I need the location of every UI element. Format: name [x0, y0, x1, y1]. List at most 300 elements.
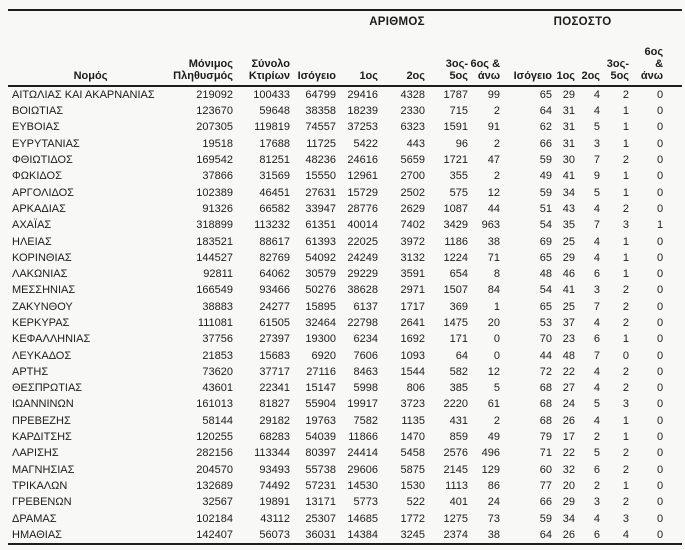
column-header-number-ground-floor: Ισόγειο — [297, 70, 336, 82]
cell-value: 1224 — [443, 251, 468, 264]
cell-value: 0 — [656, 365, 664, 378]
prefecture-name: ΑΧΑΪΑΣ — [12, 219, 52, 232]
cell-value: 0 — [656, 202, 664, 215]
cell-value: 2629 — [400, 202, 425, 215]
cell-value: 7402 — [400, 219, 425, 232]
cell-value: 3 — [622, 398, 630, 411]
table-row — [8, 282, 682, 298]
cell-value: 44 — [487, 202, 501, 215]
table-row — [8, 168, 682, 184]
cell-value: 55738 — [305, 463, 336, 476]
cell-value: 27 — [562, 382, 576, 395]
cell-value: 2 — [622, 496, 630, 509]
cell-value: 96 — [455, 137, 468, 150]
prefecture-name: ΕΥΡΥΤΑΝΙΑΣ — [12, 137, 80, 150]
cell-value: 1135 — [401, 414, 425, 427]
cell-value: 2 — [593, 431, 601, 444]
header-line: Σύνολο — [251, 58, 290, 70]
cell-value: 1 — [622, 431, 630, 444]
column-header-row — [8, 34, 682, 86]
cell-value: 1 — [622, 479, 630, 492]
cell-value: 14530 — [347, 479, 378, 492]
cell-value: 0 — [656, 137, 664, 150]
prefecture-name: ΘΕΣΠΡΩΤΙΑΣ — [12, 382, 83, 395]
cell-value: 27397 — [259, 333, 290, 346]
cell-value: 0 — [656, 300, 664, 313]
cell-value: 24 — [562, 398, 576, 411]
cell-value: 55904 — [305, 398, 336, 411]
cell-value: 1 — [656, 219, 664, 232]
cell-value: 49 — [539, 170, 553, 183]
cell-value: 6323 — [400, 121, 425, 134]
cell-value: 1 — [622, 137, 630, 150]
cell-value: 46 — [562, 268, 576, 281]
cell-value: 36031 — [305, 528, 336, 541]
cell-value: 3132 — [400, 251, 425, 264]
cell-value: 54092 — [305, 251, 336, 264]
cell-value: 2502 — [400, 186, 425, 199]
header-line: Κτιρίων — [248, 70, 290, 82]
table-row — [8, 103, 682, 119]
prefecture-name: ΙΩΑΝΝΙΝΩΝ — [12, 398, 74, 411]
cell-value: 4 — [593, 317, 601, 329]
cell-value: 120255 — [196, 431, 233, 444]
cell-value: 19763 — [305, 414, 336, 427]
cell-value: 38 — [487, 528, 501, 541]
prefecture-name: ΚΕΡΚΥΡΑΣ — [12, 317, 70, 329]
cell-value: 3245 — [400, 528, 425, 541]
cell-value: 88617 — [259, 235, 290, 248]
cell-value: 1275 — [443, 512, 468, 525]
cell-value: 318899 — [196, 219, 233, 232]
cell-value: 72 — [539, 365, 553, 378]
column-header-percent-1st-floor: 1ος — [556, 70, 576, 82]
cell-value: 183521 — [196, 235, 233, 248]
cell-value: 6 — [593, 333, 601, 346]
cell-value: 73620 — [202, 365, 233, 378]
cell-value: 48 — [539, 268, 553, 281]
prefecture-name: ΑΡΚΑΔΙΑΣ — [12, 202, 66, 215]
cell-value: 33947 — [305, 202, 336, 215]
column-header-percent-6th-and-up — [631, 34, 682, 86]
cell-value: 50276 — [305, 284, 336, 297]
cell-value: 66 — [539, 496, 553, 509]
cell-value: 6137 — [353, 300, 378, 313]
table-row — [8, 315, 682, 331]
cell-value: 0 — [656, 121, 664, 134]
cell-value: 0 — [656, 447, 664, 460]
cell-value: 15147 — [305, 382, 336, 395]
prefecture-name: ΠΡΕΒΕΖΗΣ — [12, 414, 71, 427]
header-line: 6ος & — [470, 58, 501, 70]
prefecture-name: ΜΕΣΣΗΝΙΑΣ — [12, 284, 76, 297]
table-row — [8, 364, 682, 380]
cell-value: 1692 — [400, 333, 425, 346]
table-row — [8, 396, 682, 412]
cell-value: 38358 — [305, 105, 336, 118]
cell-value: 25 — [562, 235, 576, 248]
cell-value: 3 — [593, 496, 601, 509]
cell-value: 963 — [481, 219, 501, 232]
cell-value: 1093 — [400, 349, 425, 362]
cell-value: 0 — [656, 512, 664, 525]
cell-value: 71 — [487, 251, 501, 264]
cell-value: 0 — [656, 414, 664, 427]
cell-value: 0 — [656, 463, 664, 476]
cell-value: 5422 — [353, 137, 378, 150]
prefecture-name: ΗΜΑΘΙΑΣ — [12, 528, 62, 541]
cell-value: 81251 — [259, 154, 290, 167]
cell-value: 59 — [539, 186, 553, 199]
cell-value: 1 — [493, 300, 501, 313]
cell-value: 2971 — [400, 284, 425, 297]
cell-value: 26 — [562, 528, 576, 541]
cell-value: 5875 — [400, 463, 425, 476]
cell-value: 4 — [593, 202, 601, 215]
cell-value: 522 — [406, 496, 425, 509]
cell-value: 2 — [622, 463, 630, 476]
table-row — [8, 119, 682, 135]
cell-value: 74492 — [259, 479, 290, 492]
cell-value: 49 — [487, 431, 501, 444]
table-row — [8, 510, 682, 526]
cell-value: 54 — [539, 219, 553, 232]
cell-value: 71 — [539, 447, 553, 460]
cell-value: 38 — [487, 235, 501, 248]
cell-value: 69 — [539, 235, 553, 248]
cell-value: 68 — [539, 414, 553, 427]
cell-value: 56073 — [259, 528, 290, 541]
cell-value: 2 — [622, 317, 630, 329]
cell-value: 6 — [593, 463, 601, 476]
table-row — [8, 331, 682, 347]
column-header-percent-ground-floor: Ισόγειο — [513, 70, 553, 82]
cell-value: 60 — [539, 463, 553, 476]
column-header-total-buildings — [235, 34, 292, 86]
cell-value: 0 — [656, 235, 664, 248]
cell-value: 2576 — [443, 447, 468, 460]
cell-value: 3 — [622, 219, 630, 232]
cell-value: 582 — [449, 365, 468, 378]
column-header-number-6th-and-up — [470, 34, 502, 86]
cell-value: 3972 — [400, 235, 425, 248]
prefecture-name: ΦΩΚΙΔΟΣ — [12, 170, 62, 183]
table-row — [8, 152, 682, 168]
cell-value: 142407 — [196, 528, 233, 541]
cell-value: 20 — [487, 317, 501, 329]
cell-value: 68 — [539, 398, 553, 411]
cell-value: 102389 — [196, 186, 233, 199]
cell-value: 385 — [449, 382, 468, 395]
cell-value: 99 — [487, 89, 501, 101]
cell-value: 575 — [449, 186, 468, 199]
cell-value: 102184 — [196, 512, 233, 525]
cell-value: 0 — [656, 284, 664, 297]
cell-value: 14384 — [347, 528, 378, 541]
cell-value: 24277 — [259, 300, 290, 313]
group-header-spacer — [8, 10, 292, 34]
prefecture-name: ΒΟΙΩΤΙΑΣ — [12, 105, 64, 118]
cell-value: 22341 — [259, 382, 290, 395]
cell-value: 13171 — [305, 496, 336, 509]
table-row — [8, 347, 682, 363]
cell-value: 207305 — [196, 121, 233, 134]
cell-value: 82769 — [259, 251, 290, 264]
cell-value: 11725 — [306, 137, 336, 150]
cell-value: 8 — [493, 268, 501, 281]
cell-value: 4 — [622, 528, 630, 541]
cell-value: 38628 — [347, 284, 378, 297]
cell-value: 355 — [449, 170, 468, 183]
prefecture-name: ΛΕΥΚΑΔΟΣ — [12, 349, 72, 362]
cell-value: 29 — [562, 251, 576, 264]
cell-value: 0 — [656, 333, 664, 346]
cell-value: 6234 — [353, 333, 378, 346]
cell-value: 1 — [622, 235, 630, 248]
cell-value: 91 — [487, 121, 501, 134]
cell-value: 0 — [656, 268, 664, 281]
cell-value: 1 — [622, 333, 630, 346]
prefecture-name: ΓΡΕΒΕΝΩΝ — [12, 496, 72, 509]
cell-value: 19300 — [305, 333, 336, 346]
table-row — [8, 299, 682, 315]
cell-value: 34 — [562, 512, 576, 525]
cell-value: 38883 — [202, 300, 233, 313]
cell-value: 41 — [562, 170, 576, 183]
table-body — [8, 86, 682, 544]
statistics-table — [8, 9, 682, 545]
cell-value: 5998 — [353, 382, 378, 395]
cell-value: 1772 — [400, 512, 425, 525]
cell-value: 1530 — [400, 479, 425, 492]
cell-value: 0 — [656, 431, 664, 444]
cell-value: 59 — [539, 512, 553, 525]
cell-value: 25307 — [305, 512, 336, 525]
cell-value: 1717 — [400, 300, 425, 313]
prefecture-name: ΛΑΚΩΝΙΑΣ — [12, 268, 68, 281]
cell-value: 443 — [406, 137, 425, 150]
cell-value: 9 — [593, 170, 601, 183]
cell-value: 166549 — [196, 284, 233, 297]
cell-value: 1 — [622, 268, 630, 281]
cell-value: 24249 — [347, 251, 378, 264]
cell-value: 401 — [449, 496, 468, 509]
cell-value: 2 — [622, 89, 630, 101]
cell-value: 2641 — [400, 317, 425, 329]
cell-value: 84 — [487, 284, 501, 297]
cell-value: 3723 — [400, 398, 425, 411]
cell-value: 31 — [562, 137, 576, 150]
cell-value: 61 — [487, 398, 501, 411]
cell-value: 123670 — [196, 105, 233, 118]
cell-value: 2 — [622, 382, 630, 395]
cell-value: 29606 — [347, 463, 378, 476]
cell-value: 0 — [493, 333, 501, 346]
cell-value: 47 — [487, 154, 501, 167]
cell-value: 5 — [593, 398, 601, 411]
table-row — [8, 233, 682, 249]
header-line: άνω — [477, 70, 501, 82]
cell-value: 4 — [593, 512, 601, 525]
cell-value: 2 — [622, 202, 630, 215]
cell-value: 7 — [593, 154, 601, 167]
cell-value: 91326 — [202, 202, 233, 215]
cell-value: 29182 — [259, 414, 290, 427]
cell-value: 2 — [493, 170, 501, 183]
cell-value: 64 — [539, 105, 553, 118]
cell-value: 1470 — [400, 431, 425, 444]
cell-value: 4 — [593, 89, 601, 101]
prefecture-name: ΚΟΡΙΝΘΙΑΣ — [12, 251, 72, 264]
table-row — [8, 429, 682, 445]
cell-value: 129 — [481, 463, 501, 476]
cell-value: 5 — [493, 382, 501, 395]
cell-value: 6 — [593, 268, 601, 281]
cell-value: 53 — [539, 317, 553, 329]
cell-value: 1544 — [400, 365, 425, 378]
cell-value: 81827 — [259, 398, 290, 411]
cell-value: 0 — [656, 105, 664, 118]
cell-value: 5659 — [400, 154, 425, 167]
prefecture-name: ΖΑΚΥΝΘΟΥ — [12, 300, 73, 313]
cell-value: 26 — [562, 414, 576, 427]
table-row — [8, 445, 682, 461]
table-row — [8, 201, 682, 217]
cell-value: 32464 — [305, 317, 336, 329]
cell-value: 59 — [539, 154, 553, 167]
cell-value: 66 — [539, 137, 553, 150]
prefecture-name: ΔΡΑΜΑΣ — [12, 512, 57, 525]
cell-value: 64 — [539, 528, 553, 541]
cell-value: 1721 — [443, 154, 468, 167]
cell-value: 15550 — [305, 170, 336, 183]
cell-value: 37 — [562, 317, 576, 329]
column-header-number-3rd-5th-floor — [427, 34, 470, 86]
cell-value: 74557 — [305, 121, 336, 134]
cell-value: 12 — [487, 365, 501, 378]
cell-value: 17688 — [259, 137, 290, 150]
cell-value: 0 — [656, 479, 664, 492]
header-line: 6ος — [644, 46, 664, 58]
cell-value: 65 — [539, 89, 553, 101]
cell-value: 54 — [539, 284, 553, 297]
cell-value: 34 — [562, 186, 576, 199]
cell-value: 2 — [622, 365, 630, 378]
prefecture-name: ΑΡΓΟΛΙΔΟΣ — [12, 186, 74, 199]
cell-value: 61393 — [305, 235, 336, 248]
cell-value: 4 — [593, 251, 601, 264]
cell-value: 22 — [562, 365, 576, 378]
cell-value: 23 — [562, 333, 576, 346]
cell-value: 1 — [622, 105, 630, 118]
cell-value: 2 — [622, 300, 630, 313]
cell-value: 132689 — [196, 479, 233, 492]
prefecture-name: ΦΘΙΩΤΙΔΟΣ — [12, 154, 73, 167]
table-row — [8, 413, 682, 429]
prefecture-name: ΚΕΦΑΛΛΗΝΙΑΣ — [12, 333, 91, 346]
column-header-number-2nd-floor: 2ος — [406, 70, 425, 82]
cell-value: 41 — [562, 284, 576, 297]
cell-value: 1186 — [444, 235, 468, 248]
cell-value: 15729 — [347, 186, 378, 199]
cell-value: 5458 — [400, 447, 425, 460]
cell-value: 44 — [539, 349, 553, 362]
cell-value: 496 — [481, 447, 501, 460]
cell-value: 2 — [493, 414, 501, 427]
cell-value: 48 — [562, 349, 576, 362]
cell-value: 93493 — [259, 463, 290, 476]
cell-value: 113344 — [254, 447, 290, 460]
cell-value: 21853 — [202, 349, 233, 362]
cell-value: 171 — [449, 333, 468, 346]
cell-value: 31 — [562, 105, 576, 118]
cell-value: 37866 — [202, 170, 233, 183]
cell-value: 3 — [593, 137, 601, 150]
cell-value: 859 — [449, 431, 468, 444]
cell-value: 20 — [562, 479, 576, 492]
cell-value: 32 — [562, 463, 576, 476]
cell-value: 4 — [593, 414, 601, 427]
cell-value: 1087 — [443, 202, 468, 215]
cell-value: 5 — [593, 447, 601, 460]
column-header-number-1st-floor: 1ος — [359, 70, 378, 82]
cell-value: 715 — [449, 105, 468, 118]
cell-value: 0 — [656, 170, 664, 183]
cell-value: 7 — [593, 219, 601, 232]
cell-value: 7582 — [353, 414, 378, 427]
cell-value: 2374 — [443, 528, 468, 541]
cell-value: 29 — [562, 496, 576, 509]
cell-value: 5 — [593, 121, 601, 134]
cell-value: 43112 — [260, 512, 290, 525]
cell-value: 119819 — [254, 121, 290, 134]
cell-value: 35 — [562, 219, 576, 232]
cell-value: 0 — [622, 349, 630, 362]
cell-value: 282156 — [196, 447, 233, 460]
cell-value: 29229 — [347, 268, 378, 281]
cell-value: 22025 — [347, 235, 378, 248]
cell-value: 169542 — [196, 154, 233, 167]
cell-value: 48236 — [305, 154, 336, 167]
cell-value: 4 — [593, 365, 601, 378]
cell-value: 64799 — [305, 89, 336, 101]
cell-value: 27116 — [306, 365, 336, 378]
cell-value: 22798 — [347, 317, 378, 329]
cell-value: 4 — [593, 105, 601, 118]
cell-value: 0 — [656, 398, 664, 411]
cell-value: 73 — [487, 512, 501, 525]
cell-value: 30579 — [305, 268, 336, 281]
cell-value: 29 — [562, 89, 576, 101]
cell-value: 92811 — [203, 268, 233, 281]
cell-value: 7 — [593, 349, 601, 362]
column-header-percent-3rd-5th-floor — [602, 34, 631, 86]
group-header-percent: ΠΟΣΟΣΤΟ — [553, 16, 612, 28]
group-header-number: ΑΡΙΘΜΟΣ — [369, 16, 425, 28]
cell-value: 22 — [562, 447, 576, 460]
table-row — [8, 494, 682, 510]
cell-value: 43 — [562, 202, 576, 215]
column-header-population — [173, 34, 235, 86]
cell-value: 7606 — [353, 349, 378, 362]
cell-value: 43601 — [202, 382, 233, 395]
cell-value: 0 — [656, 89, 664, 101]
cell-value: 5773 — [353, 496, 378, 509]
prefecture-name: ΕΥΒΟΙΑΣ — [12, 121, 60, 134]
cell-value: 93466 — [259, 284, 290, 297]
cell-value: 37717 — [259, 365, 290, 378]
cell-value: 0 — [656, 186, 664, 199]
